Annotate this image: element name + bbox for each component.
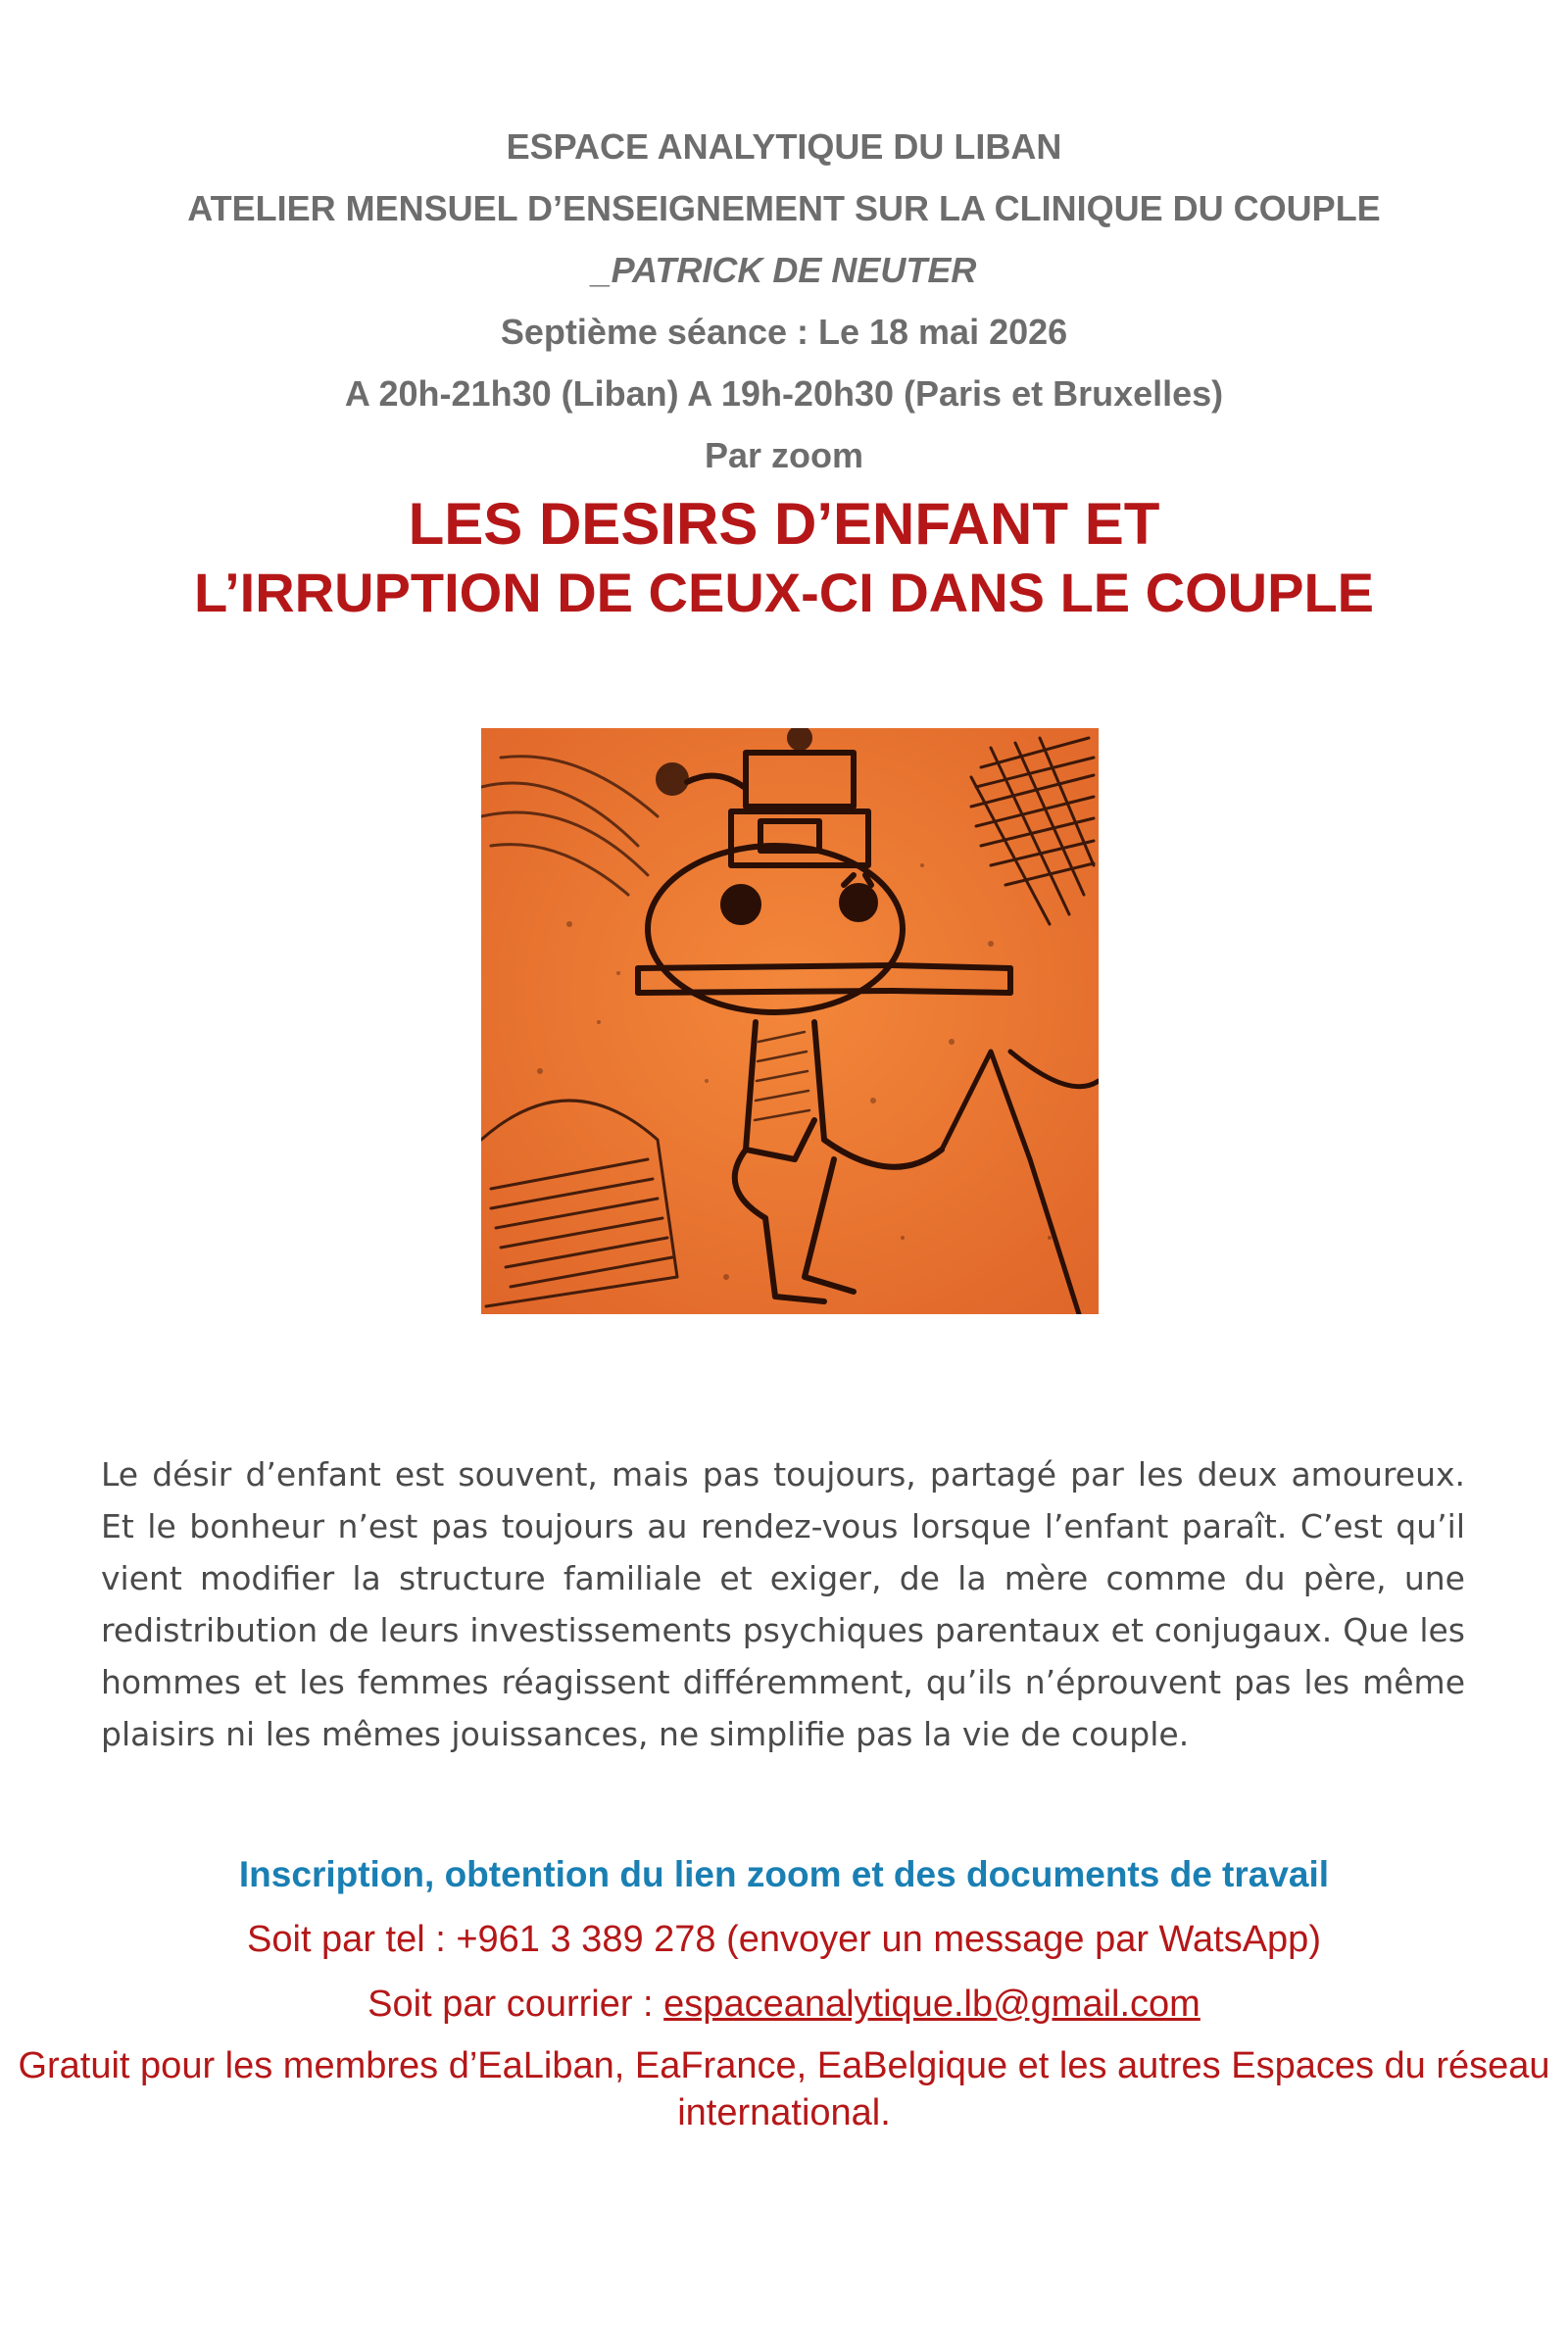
title-line-1: LES DESIRS D’ENFANT ET [408, 491, 1160, 557]
org-name: ESPACE ANALYTIQUE DU LIBAN [506, 126, 1062, 167]
event-header [0, 116, 1568, 486]
description-paragraph: Le désir d’enfant est souvent, mais pas toujours, partagé par les deux amoureux. Et le bonheur n’est pas toujours au rendez-vous lorsque l’enfant paraît. C’est qu’il vient modifier la structure familiale et exiger, de la mère comme du père, une redistribution de leurs investissements psychiques parentaux et conjugaux. Que les hommes et les femmes réagissent différemment, qu’ils n’éprouvent pas les même plaisirs ni les mêmes jouissances, ne simplifie pas la vie de couple. [101, 1455, 1465, 1753]
session-mode: Par zoom [704, 435, 864, 475]
atelier-title: ATELIER MENSUEL D’ENSEIGNEMENT SUR LA CLINIQUE DU COUPLE [187, 188, 1381, 228]
email-contact [0, 1972, 1568, 2036]
session-time: A 20h-21h30 (Liban) A 19h-20h30 (Paris et Bruxelles) [344, 373, 1224, 414]
session-date: Septième séance : Le 18 mai 2026 [500, 312, 1068, 352]
title-line-2: L’IRRUPTION DE CEUX-CI DANS LE COUPLE [193, 562, 1375, 623]
email-link[interactable]: espaceanalytique.lb@gmail.com [663, 1984, 1200, 2025]
main-title [0, 490, 1568, 627]
speaker-name: _PATRICK DE NEUTER [591, 250, 977, 290]
email-label: Soit par courrier : [368, 1984, 664, 2025]
phone-contact: Soit par tel : +961 3 389 278 (envoyer un message par WatsApp) [247, 1919, 1321, 1960]
child-drawing-icon [481, 728, 1099, 1314]
registration-info [0, 1842, 1568, 2136]
free-access-note: Gratuit pour les membres d’EaLiban, EaFrance, EaBelgique et les autres Espaces du réseau international. [18, 2045, 1550, 2133]
inscription-heading: Inscription, obtention du lien zoom et des documents de travail [238, 1854, 1330, 1894]
